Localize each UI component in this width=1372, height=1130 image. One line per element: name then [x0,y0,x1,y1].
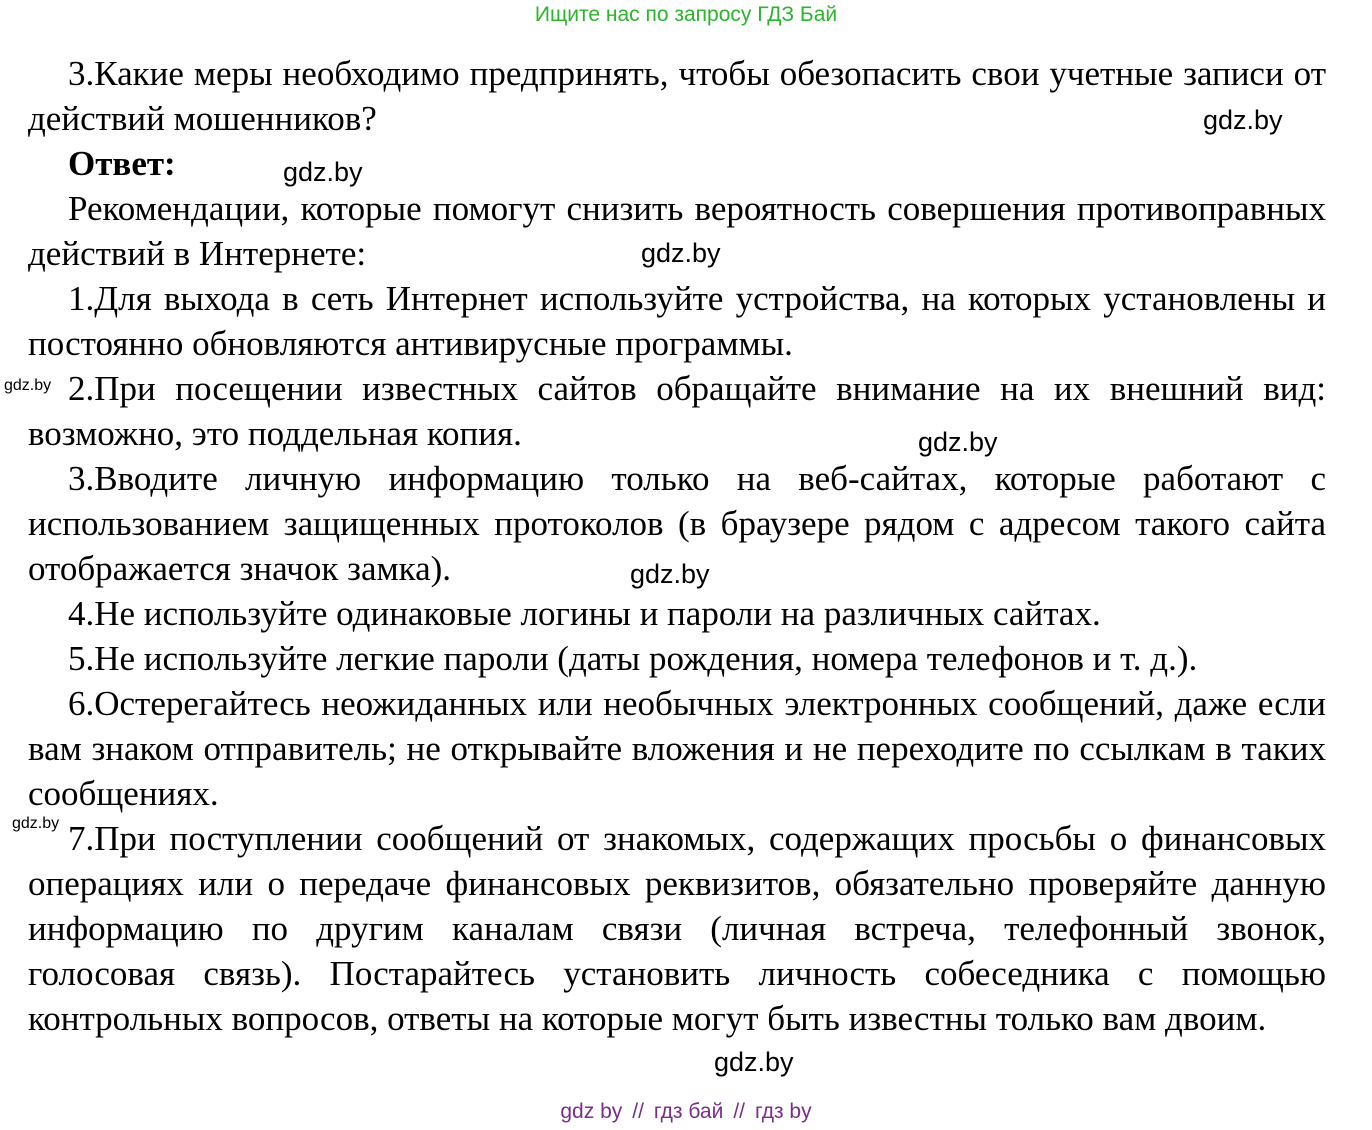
answer-label [28,141,1326,186]
footer-links [0,1099,1372,1125]
list-item-7: 7.При поступлении сообщений от знакомых, содержащих просьбы о финансовых операциях или о передаче финансовых реквизитов, обязательно проверяйте данную информацию по другим каналам связи (личная встреча, телефонный звонок, голосовая связь). Постарайтесь установить личность собеседника с помощью контрольных вопросов, ответы на которые могут быть известны только вам двоим. [28,819,1326,1038]
list-item-1: 1.Для выхода в сеть Интернет используйте устройства, на которых установлены и постоянно обновляются антивирусные программы. [28,279,1326,363]
list-item-4: 4.Не используйте одинаковые логины и пароли на различных сайтах. [68,594,1101,633]
watermark-6: gdz.by [630,559,710,589]
answer-intro: Рекомендации, которые помогут снизить вероятность совершения противоправных действий в Интернете: [28,189,1326,273]
watermark-4: gdz.by [4,377,52,394]
watermark-5: gdz.by [918,427,998,457]
footer-link-gdz-bai[interactable]: гдз бай [653,1100,724,1123]
watermark-3: gdz.by [641,238,721,268]
list-item-2: 2.При посещении известных сайтов обращайте внимание на их внешний вид: возможно, это поддельная копия. [28,369,1326,453]
list-item-6: 6.Остерегайтесь неожиданных или необычных электронных сообщений, даже если вам знаком отправитель; не открывайте вложения и не переходите по ссылкам в таких сообщениях. [28,684,1326,813]
footer-link-gdz-by-mixed[interactable]: гдз by [754,1100,812,1123]
watermark-2: gdz.by [283,157,363,187]
question-text: 3.Какие меры необходимо предпринять, чтобы обезопасить свои учетные записи от действий мошенников? [28,54,1326,138]
list-item-5: 5.Не используйте легкие пароли (даты рождения, номера телефонов и т. д.). [68,639,1198,678]
footer-separator: // [632,1100,644,1123]
top-banner: Ищите нас по запросу ГДЗ Бай [534,3,838,26]
footer-link-gdz-by[interactable]: gdz by [560,1100,623,1123]
watermark-8: gdz.by [714,1047,794,1077]
document-body [28,51,1326,1041]
footer-separator: // [733,1100,745,1123]
answer-label-text: Ответ: [68,144,176,183]
list-item-3: 3.Вводите личную информацию только на веб-сайтах, которые работают с использованием защищенных протоколов (в браузере рядом с адресом такого сайта отображается значок замка). [28,459,1326,588]
watermark-7: gdz.by [12,815,60,832]
watermark-1: gdz.by [1203,105,1283,135]
